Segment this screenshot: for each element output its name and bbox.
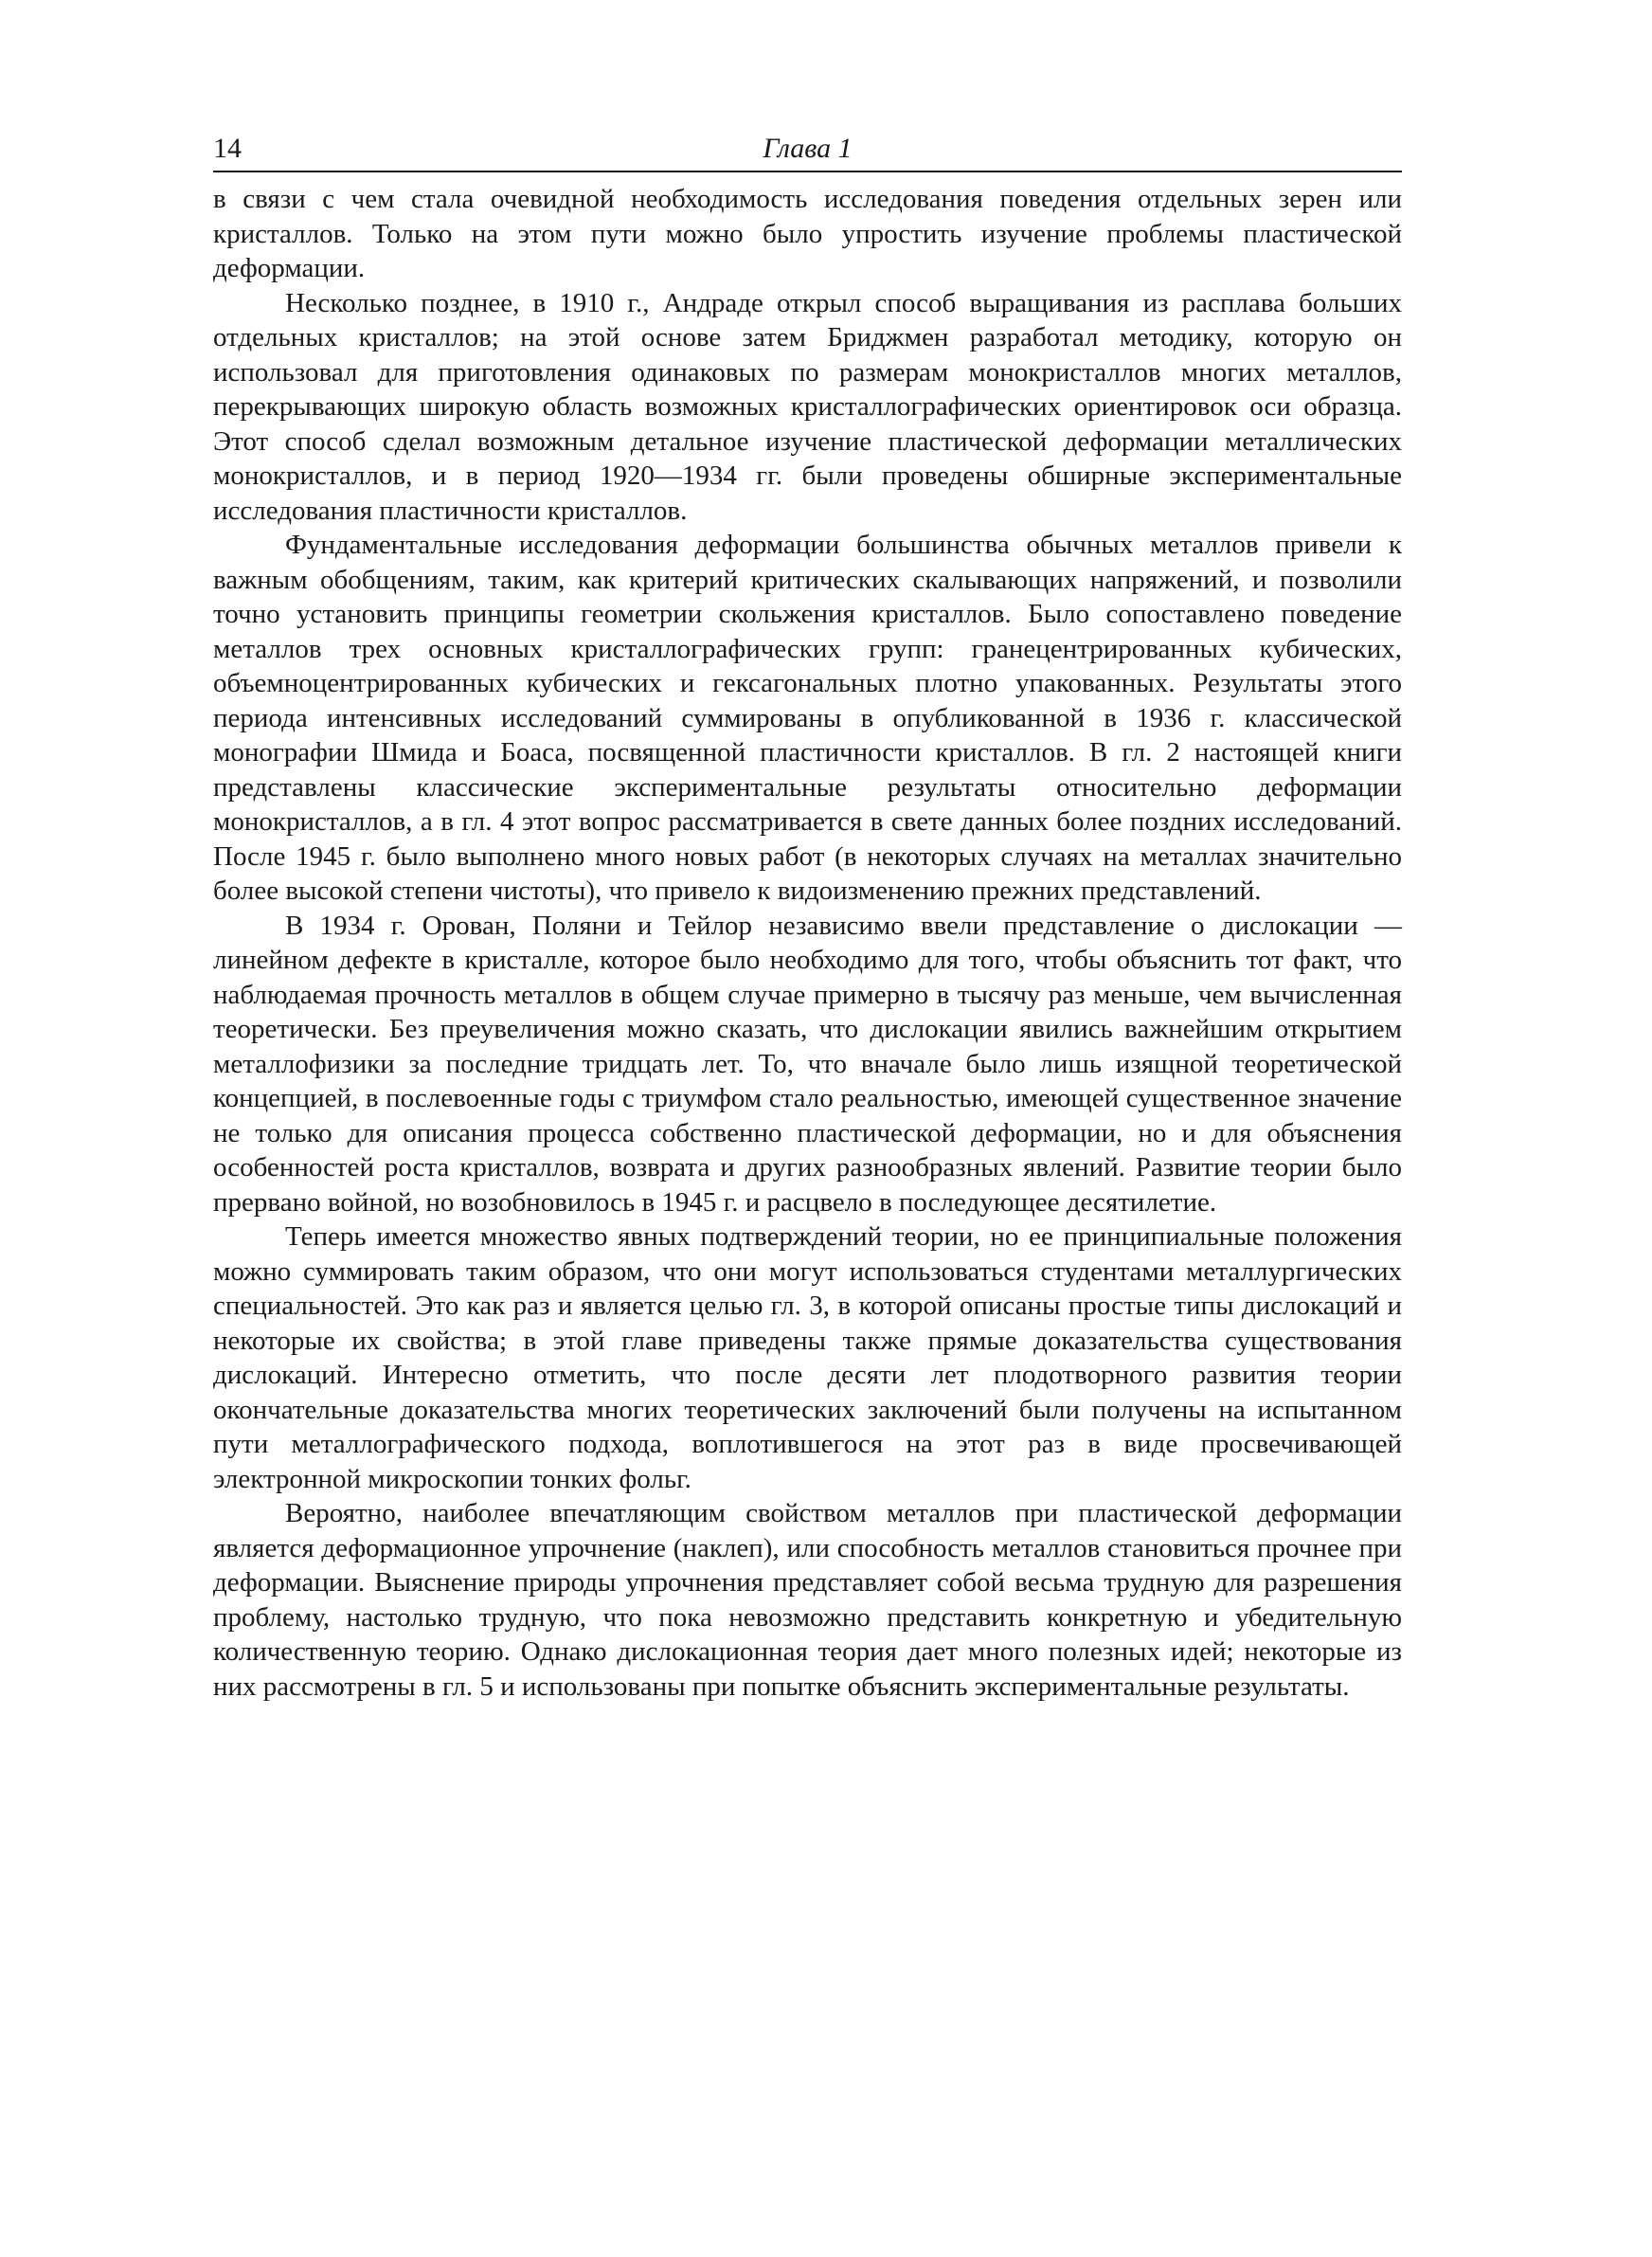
paragraph-dislocation-concept: В 1934 г. Орован, Поляни и Тейлор независимо ввели представление о дислокации — линейном дефекте в кристалле, которое было необходимо для того, чтобы объяснить тот факт, что наблюдаемая прочность металлов в общем случае примерно в тысячу раз меньше, чем вычисленная теоретически. Без преувеличения можно сказать, что дислокации явились важнейшим открытием металлофизики за последние тридцать лет. То, что вначале было лишь изящной теоретической концепцией, в послевоенные годы с триумфом стало реальностью, имеющей существенное значение не только для описания процесса собственно пластической деформации, но и для объяснения особенностей роста кристаллов, возврата и других разнообразных явлений. Развитие теории было прервано войной, но возобновилось в 1945 г. и расцвело в последующее десятилетие.	[213, 910, 1402, 1218]
paragraph-continuation: в связи с чем стала очевидной необходимость исследования поведения отдельных зерен или кристаллов. Только на этом пути можно было упростить изучение проблемы пластической деформации.	[213, 184, 1402, 283]
paragraph-fundamental-studies: Фундаментальные исследования деформации большинства обычных металлов привели к важным обобщениям, таким, как критерий критических скалывающих напряжений, и позволили точно установить принципы геометрии скольжения кристаллов. Было сопоставлено поведение металлов трех основных кристаллографических групп: гранецентрированных кубических, объемноцентрированных кубических и гексагональных плотно упакованных. Результаты этого периода интенсивных исследований суммированы в опубликованной в 1936 г. классической монографии Шмида и Боаса, посвященной пластичности кристаллов. В гл. 2 настоящей книги представлены классические экспериментальные результаты относительно деформации монокристаллов, а в гл. 4 этот вопрос рассматривается в свете данных более поздних исследований. После 1945 г. было выполнено много новых работ (в некоторых случаях на металлах значительно более высокой степени чистоты), что привело к видоизменению прежних представлений.	[213, 530, 1402, 906]
page-number: 14	[213, 133, 242, 164]
paragraph-work-hardening: Вероятно, наиболее впечатляющим свойством металлов при пластической деформации является деформационное упрочнение (наклеп), или способность металлов становиться прочнее при деформации. Выяснение природы упрочнения представляет собой весьма трудную для разрешения проблему, настолько трудную, что пока невозможно представить конкретную и убедительную количественную теорию. Однако дислокационная теория дает много полезных идей; некоторые из них рассмотрены в гл. 5 и использованы при попытке объяснить экспериментальные результаты.	[213, 1498, 1402, 1702]
book-page	[213, 133, 1402, 1704]
paragraph-theory-confirmation: Теперь имеется множество явных подтверждений теории, но ее принципиальные положения можно суммировать таким образом, что они могут использоваться студентами металлургических специальностей. Это как раз и является целью гл. 3, в которой описаны простые типы дислокаций и некоторые их свойства; в этой главе приведены также прямые доказательства существования дислокаций. Интересно отметить, что после десяти лет плодотворного развития теории окончательные доказательства многих теоретических заключений были получены на испытанном пути металлографического подхода, воплотившегося на этот раз в виде просвечивающей электронной микроскопии тонких фольг.	[213, 1221, 1402, 1494]
paragraph-andrade: Несколько позднее, в 1910 г., Андраде открыл способ выращивания из расплава больших отдельных кристаллов; на этой основе затем Бриджмен разработал методику, которую он использовал для приготовления одинаковых по размерам монокристаллов многих металлов, перекрывающих широкую область возможных кристаллографических ориентировок оси образца. Этот способ сделал возможным детальное изучение пластической деформации металлических монокристаллов, и в период 1920—1934 гг. были проведены обширные экспериментальные исследования пластичности кристаллов.	[213, 287, 1402, 526]
body-text	[213, 182, 1402, 1704]
chapter-title: Глава 1	[763, 133, 853, 164]
running-head	[213, 133, 1402, 172]
